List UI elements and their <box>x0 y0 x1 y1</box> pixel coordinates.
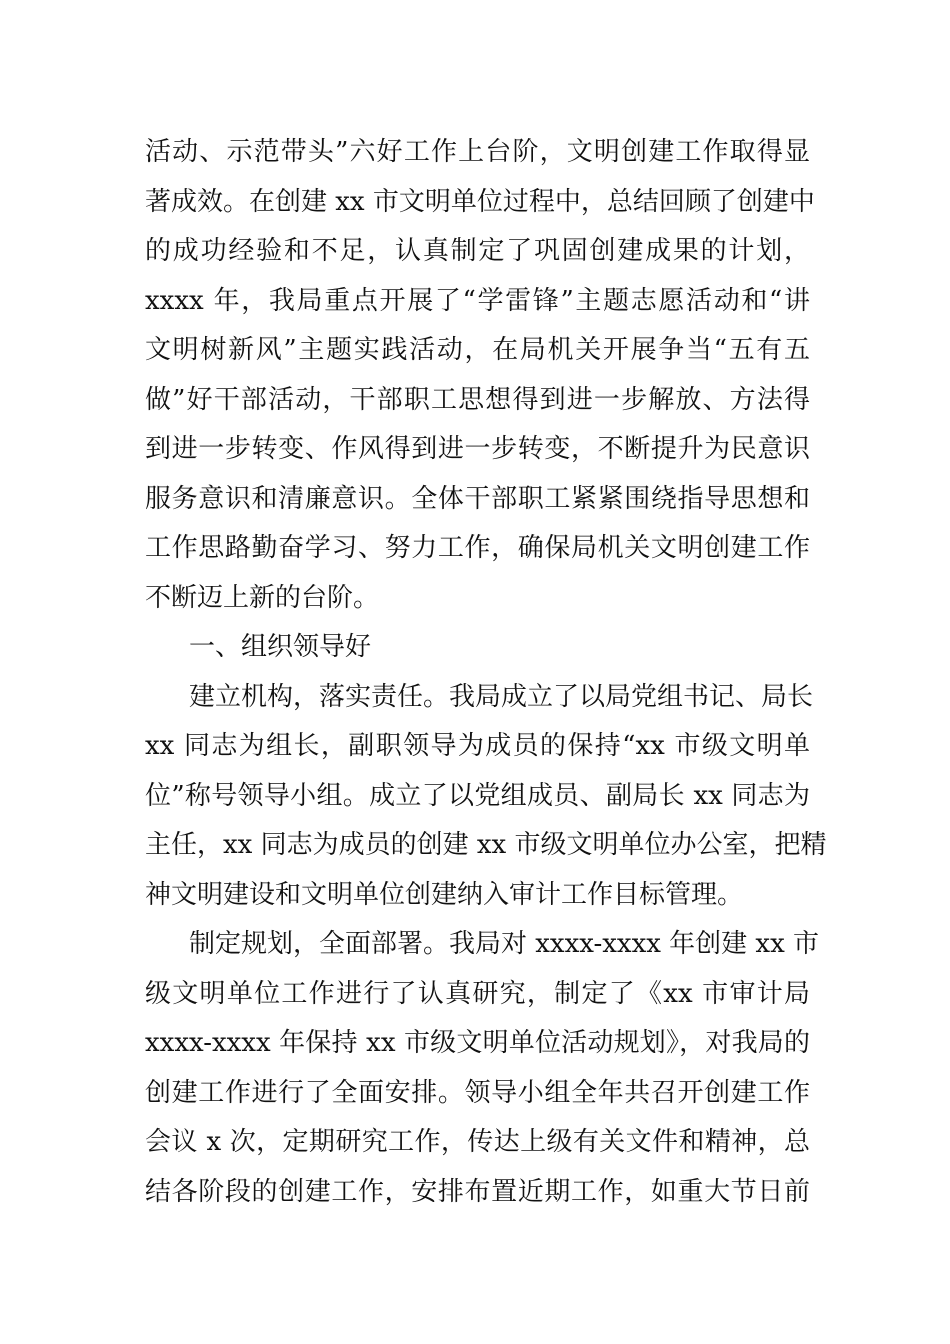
text-line: 活动、示范带头”六好工作上台阶，文明创建工作取得显 <box>145 137 810 167</box>
text-line: xxxx-xxxx 年保持 xx 市级文明单位活动规划》，对我局的 <box>145 1028 810 1058</box>
text-line: 位”称号领导小组。成立了以党组成员、副局长 xx 同志为 <box>145 780 810 811</box>
text-line: 结各阶段的创建工作，安排布置近期工作，如重大节日前 <box>145 1176 810 1207</box>
text-line: 一、组织领导好 <box>189 632 372 662</box>
text-line: 创建工作进行了全面安排。领导小组全年共召开创建工作 <box>145 1077 810 1108</box>
text-line: 级文明单位工作进行了认真研究，制定了《xx 市审计局 <box>145 978 810 1009</box>
text-line: 建立机构，落实责任。我局成立了以局党组书记、局长 <box>189 681 814 712</box>
text-line: xx 同志为组长，副职领导为成员的保持“xx 市级文明单 <box>145 731 810 761</box>
text-line: 工作思路勤奋学习、努力工作，确保局机关文明创建工作 <box>145 533 810 563</box>
text-line: 神文明建设和文明单位创建纳入审计工作目标管理。 <box>145 879 744 910</box>
text-line: 到进一步转变、作风得到进一步转变，不断提升为民意识 <box>145 434 810 464</box>
text-line: 做”好干部活动，干部职工思想得到进一步解放、方法得 <box>145 384 810 415</box>
text-line: 著成效。在创建 xx 市文明单位过程中，总结回顾了创建中 <box>145 186 815 217</box>
text-line: 主任，xx 同志为成员的创建 xx 市级文明单位办公室，把精 <box>145 830 827 860</box>
document-body <box>145 128 827 1217</box>
text-line: 服务意识和清廉意识。全体干部职工紧紧围绕指导思想和 <box>145 483 810 514</box>
text-line: 制定规划，全面部署。我局对 xxxx-xxxx 年创建 xx 市 <box>189 929 820 959</box>
text-line: 会议 x 次，定期研究工作，传达上级有关文件和精神，总 <box>145 1127 810 1157</box>
text-line: xxxx 年，我局重点开展了“学雷锋”主题志愿活动和“讲 <box>145 285 810 316</box>
text-line: 文明树新风”主题实践活动，在局机关开展争当“五有五 <box>145 335 810 365</box>
text-line: 不断迈上新的台阶。 <box>145 582 380 613</box>
text-line: 的成功经验和不足，认真制定了巩固创建成果的计划， <box>145 236 810 266</box>
